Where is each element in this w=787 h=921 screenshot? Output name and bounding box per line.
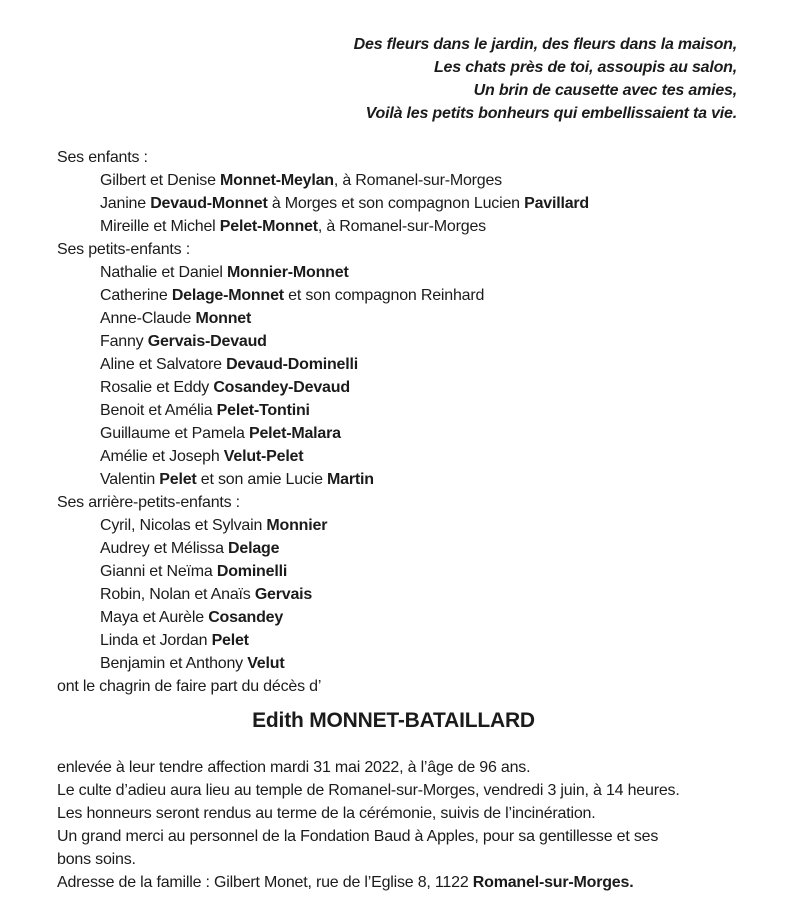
poem-line: Un brin de causette avec tes amies, (473, 82, 737, 99)
family-entry (57, 537, 787, 560)
text-segment: Adresse de la famille : Gilbert Monet, rue de l’Eglise 8, 1122 (57, 874, 473, 891)
family-entry (57, 169, 787, 192)
text-segment: Valentin (100, 471, 160, 488)
text-segment: Anne-Claude (100, 310, 196, 327)
poem-line: Voilà les petits bonheurs qui embellissaient ta vie. (365, 105, 737, 122)
family-entry (57, 629, 787, 652)
family-entry (57, 514, 787, 537)
text-segment: Linda et Jordan (100, 632, 212, 649)
family-entry (57, 215, 787, 238)
text-segment: Audrey et Mélissa (100, 540, 229, 557)
surname-bold: Pelet-Tontini (216, 402, 310, 419)
surname-bold: Velut-Pelet (223, 448, 304, 465)
text-segment: Rosalie et Eddy (100, 379, 214, 396)
text-segment: Gianni et Neïma (100, 563, 217, 580)
surname-bold: Delage (228, 540, 280, 557)
family-entry (57, 330, 787, 353)
surname-bold: Pelet (211, 632, 249, 649)
family-entry (57, 192, 787, 215)
text-segment: Nathalie et Daniel (100, 264, 227, 281)
announcement-line (57, 848, 767, 871)
family-entry (57, 583, 787, 606)
surname-bold: Gervais-Devaud (147, 333, 267, 350)
text-segment: Catherine (100, 287, 172, 304)
family-entry (57, 399, 787, 422)
text-segment: Janine (100, 195, 151, 212)
text-segment: Gilbert et Denise (100, 172, 221, 189)
text-segment: Benjamin et Anthony (100, 655, 248, 672)
announcement-line (57, 802, 767, 825)
announcement-line (57, 825, 767, 848)
surname-bold: Devaud-Dominelli (226, 356, 358, 373)
announcement (57, 756, 767, 894)
text-segment: Fanny (100, 333, 148, 350)
text-segment: Robin, Nolan et Anaïs (100, 586, 255, 603)
text-segment: à Morges et son compagnon Lucien (267, 195, 525, 212)
family-entry (57, 353, 787, 376)
surname-bold: Pelet-Monnet (219, 218, 318, 235)
surname-bold: Cosandey-Devaud (213, 379, 350, 396)
text-segment: , à Romanel-sur-Morges (317, 218, 486, 235)
family-entry (57, 560, 787, 583)
section-header: Ses enfants : (57, 149, 148, 166)
surname-bold: Velut (247, 655, 285, 672)
family-entry (57, 307, 787, 330)
closing-line: ont le chagrin de faire part du décès d’ (57, 678, 322, 695)
text-segment: , à Romanel-sur-Morges (333, 172, 502, 189)
surname-bold: Pelet (159, 471, 197, 488)
surname-bold: Monnier (266, 517, 328, 534)
family-entry (57, 652, 787, 675)
poem-line: Des fleurs dans le jardin, des fleurs dans la maison, (353, 36, 737, 53)
text-segment: Maya et Aurèle (100, 609, 209, 626)
text-segment: Cyril, Nicolas et Sylvain (100, 517, 267, 534)
surname-bold: Devaud-Monnet (150, 195, 268, 212)
family-entry (57, 376, 787, 399)
surname-bold: Pavillard (524, 195, 589, 212)
surname-bold: Monnet-Meylan (220, 172, 334, 189)
surname-bold: Gervais (254, 586, 313, 603)
surname-bold: Delage-Monnet (171, 287, 284, 304)
text-segment: Guillaume et Pamela (100, 425, 249, 442)
announcement-line (57, 779, 767, 802)
text-segment: et son amie Lucie (196, 471, 328, 488)
memorial-poem (0, 33, 737, 125)
family-entry (57, 261, 787, 284)
family-entry (57, 606, 787, 629)
text-segment: Le culte d’adieu aura lieu au temple de Romanel-sur-Morges, vendredi 3 juin, à 14 heures. (57, 782, 680, 799)
text-segment: Un grand merci au personnel de la Fondation Baud à Apples, pour sa gentillesse et ses (57, 828, 659, 845)
deceased-name: Edith MONNET-BATAILLARD (252, 709, 535, 732)
family-entry (57, 422, 787, 445)
surname-bold: Romanel-sur-Morges. (472, 874, 634, 891)
family-entry (57, 445, 787, 468)
text-segment: Mireille et Michel (100, 218, 220, 235)
surname-bold: Pelet-Malara (248, 425, 341, 442)
surname-bold: Monnier-Monnet (226, 264, 349, 281)
text-segment: Les honneurs seront rendus au terme de la cérémonie, suivis de l’incinération. (57, 805, 596, 822)
poem-line: Les chats près de toi, assoupis au salon, (433, 59, 737, 76)
family-entry (57, 284, 787, 307)
surname-bold: Monnet (195, 310, 252, 327)
text-segment: Benoit et Amélia (100, 402, 217, 419)
text-segment: bons soins. (57, 851, 136, 868)
surname-bold: Dominelli (216, 563, 288, 580)
section-header: Ses petits-enfants : (57, 241, 190, 258)
family-entry (57, 468, 787, 491)
text-segment: Amélie et Joseph (100, 448, 224, 465)
section-header: Ses arrière-petits-enfants : (57, 494, 240, 511)
text-segment: et son compagnon Reinhard (283, 287, 485, 304)
surname-bold: Cosandey (208, 609, 284, 626)
text-segment: Aline et Salvatore (100, 356, 227, 373)
surname-bold: Martin (327, 471, 374, 488)
announcement-line (57, 871, 767, 894)
announcement-line (57, 756, 767, 779)
family-list (57, 146, 787, 675)
text-segment: enlevée à leur tendre affection mardi 31 mai 2022, à l’âge de 96 ans. (57, 759, 531, 776)
